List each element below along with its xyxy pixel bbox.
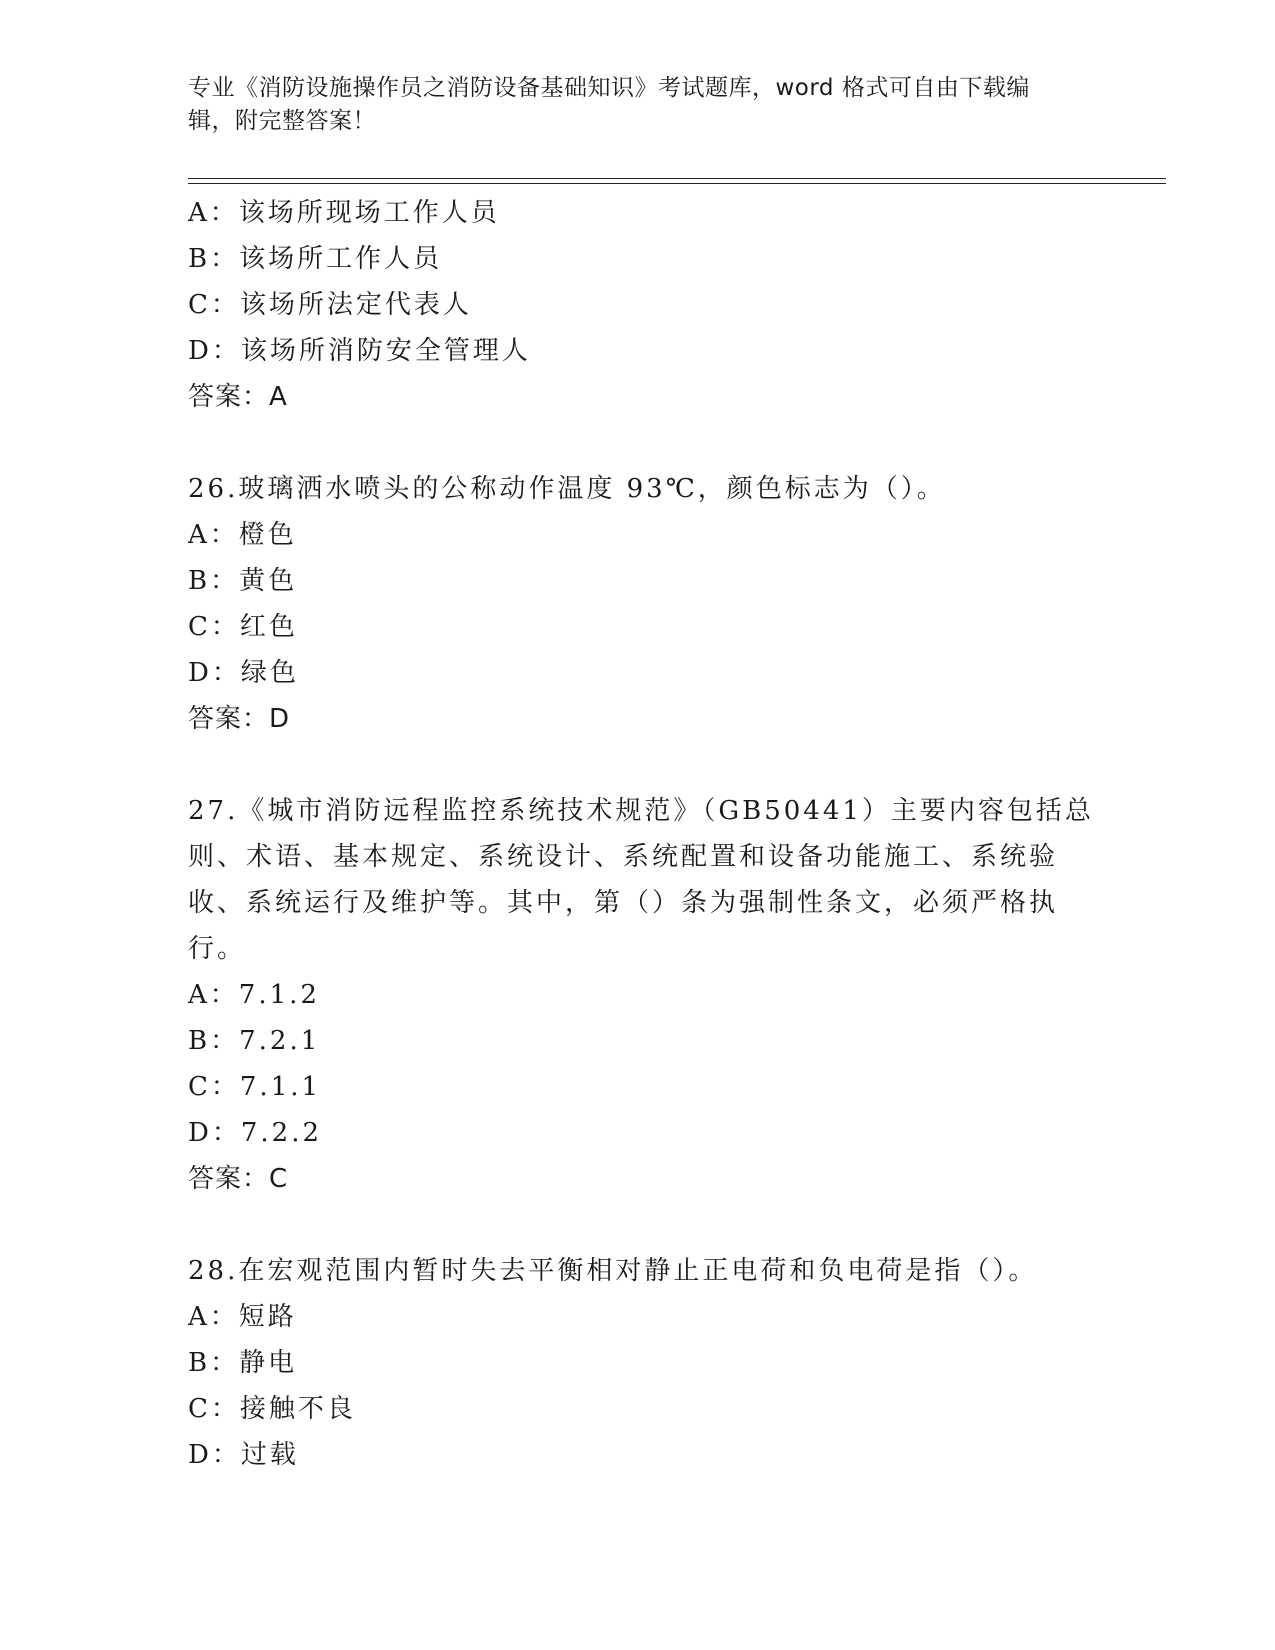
- question-text-line-1: 27.《城市消防远程监控系统技术规范》（GB50441）主要内容包括总: [188, 796, 1094, 826]
- option-d: D：过载: [188, 1440, 299, 1470]
- answer-label: 答案：D: [188, 704, 291, 734]
- option-d: D：该场所消防安全管理人: [188, 336, 531, 366]
- spacer: [188, 1202, 1068, 1248]
- option-a: A：橙色: [188, 520, 297, 550]
- question-26: [188, 466, 1068, 742]
- option-d: D：绿色: [188, 658, 299, 688]
- spacer: [188, 420, 1068, 466]
- option-b: B：黄色: [188, 566, 298, 596]
- option-b: B：7.2.1: [188, 1026, 321, 1056]
- option-c: C：7.1.1: [188, 1072, 322, 1102]
- question-28: [188, 1248, 1068, 1478]
- option-b: B：该场所工作人员: [188, 244, 443, 274]
- option-a: A：7.1.2: [188, 980, 320, 1010]
- question-text-line-4: 行。: [188, 934, 247, 964]
- header-divider-bottom: [188, 183, 1166, 184]
- header-divider-top: [188, 178, 1166, 179]
- option-a: A：该场所现场工作人员: [188, 198, 500, 228]
- document-header: [188, 72, 1068, 138]
- header-intro-line-1: 专业《消防设施操作员之消防设备基础知识》考试题库，word 格式可自由下载编: [188, 75, 1030, 101]
- option-a: A：短路: [188, 1302, 297, 1332]
- option-b: B：静电: [188, 1348, 298, 1378]
- option-c: C：该场所法定代表人: [188, 290, 472, 320]
- option-d: D：7.2.2: [188, 1118, 323, 1148]
- question-text-line-2: 则、术语、基本规定、系统设计、系统配置和设备功能施工、系统验: [188, 842, 1059, 872]
- question-text: 28.在宏观范围内暂时失去平衡相对静止正电荷和负电荷是指（）。: [188, 1256, 1038, 1286]
- question-text: 26.玻璃洒水喷头的公称动作温度 93℃，颜色标志为（）。: [188, 474, 946, 504]
- option-c: C：红色: [188, 612, 298, 642]
- question-list: [188, 190, 1094, 1478]
- answer-label: 答案：A: [188, 382, 288, 412]
- spacer: [188, 742, 1068, 788]
- header-intro-line-2: 辑，附完整答案！: [188, 108, 376, 134]
- answer-label: 答案：C: [188, 1164, 289, 1194]
- question-25: [188, 190, 1068, 420]
- question-27: [188, 788, 1094, 1202]
- question-text-line-3: 收、系统运行及维护等。其中，第（）条为强制性条文，必须严格执: [188, 888, 1059, 918]
- option-c: C：接触不良: [188, 1394, 356, 1424]
